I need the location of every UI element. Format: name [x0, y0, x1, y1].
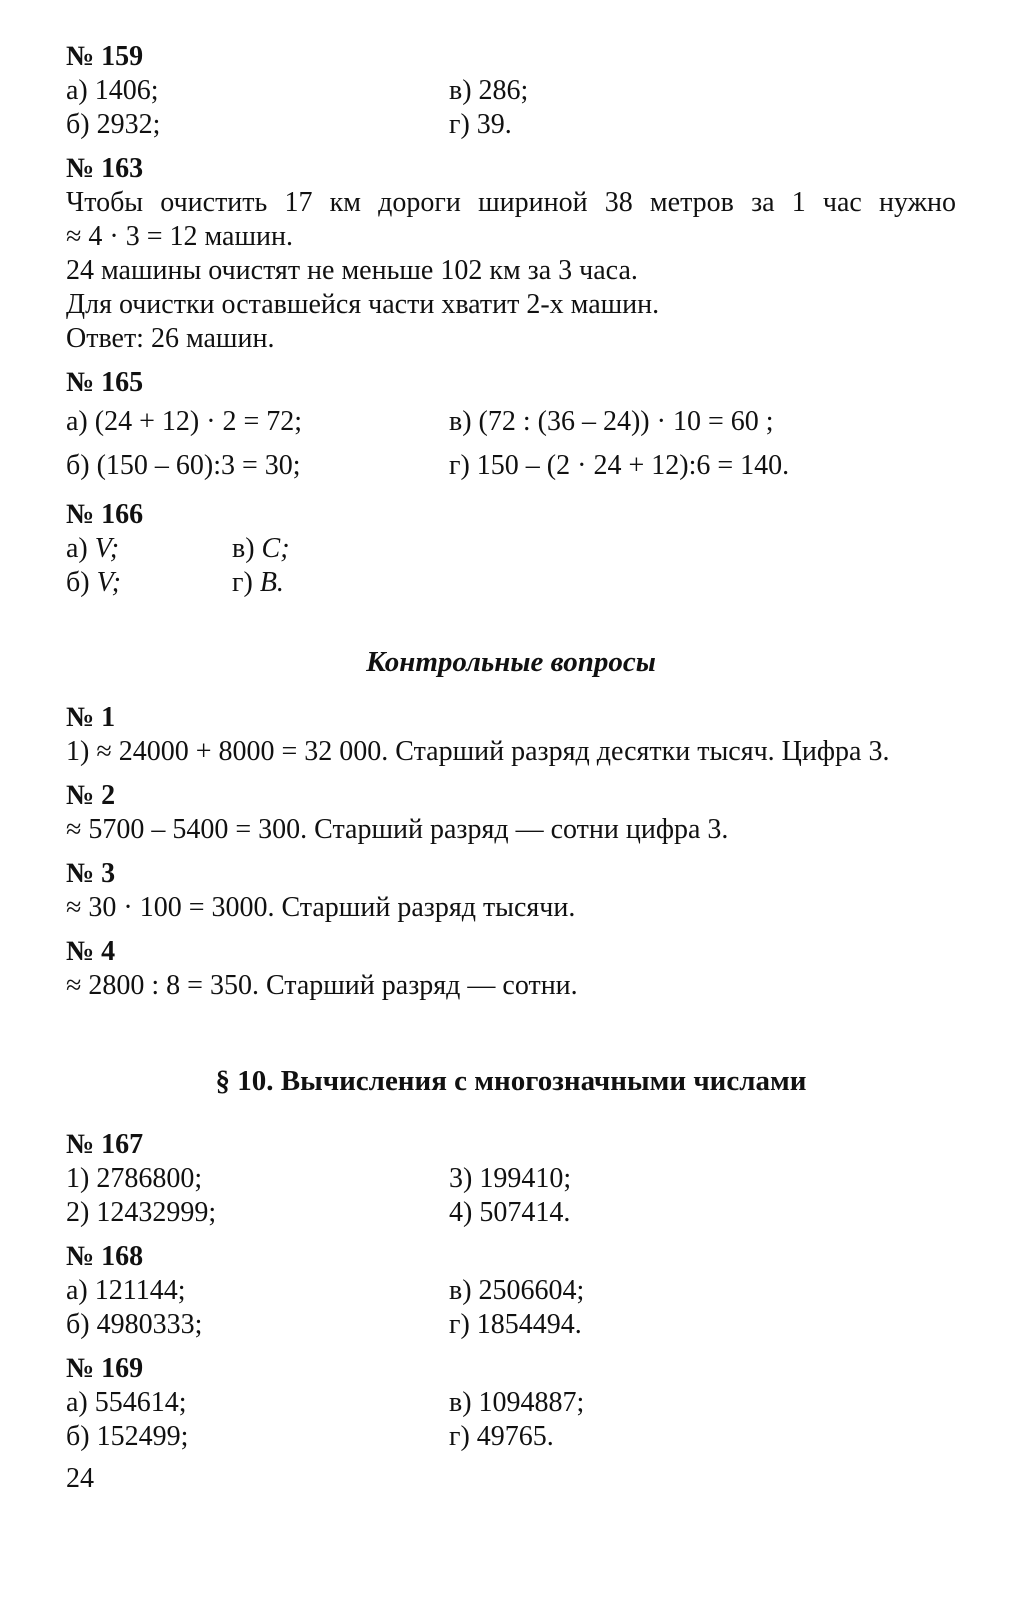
problem-163-line-1: Чтобы очистить 17 км дороги шириной 38 метров за 1 час нужно	[66, 187, 956, 218]
problem-166-row-2	[66, 566, 956, 600]
answer-a	[66, 532, 232, 566]
answer-g: г) 49765.	[449, 1421, 554, 1452]
problem-166-number: № 166	[66, 499, 144, 530]
answer-v: в) 2506604;	[449, 1275, 585, 1306]
problem-159-number: № 159	[66, 41, 144, 72]
problem-163-line-3: 24 машины очистят не меньше 102 км за 3 часа.	[66, 255, 638, 286]
answer-a: а) 121144;	[66, 1275, 186, 1306]
problem-167-row-1	[66, 1162, 956, 1196]
question-2-number: № 2	[66, 780, 116, 811]
answer-b	[66, 566, 232, 600]
answer-label: б)	[66, 567, 90, 598]
question-2-text: ≈ 5700 – 5400 = 300. Старший разряд — сотни цифра 3.	[66, 814, 729, 845]
section-heading: § 10. Вычисления с многозначными числами	[215, 1065, 807, 1097]
answer-a: а) 554614;	[66, 1387, 187, 1418]
page	[66, 40, 956, 1496]
answer-g: г) 150 – (2 · 24 + 12):6 = 140.	[449, 450, 790, 481]
problem-165-number: № 165	[66, 367, 144, 398]
question-4-text: ≈ 2800 : 8 = 350. Старший разряд — сотни.	[66, 970, 578, 1001]
question-1-text: 1) ≈ 24000 + 8000 = 32 000. Старший разряд десятки тысяч. Цифра 3.	[66, 736, 890, 767]
answer-label: а)	[66, 533, 88, 564]
problem-169-row-2	[66, 1420, 956, 1454]
answer-a: а) 1406;	[66, 75, 159, 106]
control-questions-heading: Контрольные вопросы	[366, 646, 656, 678]
problem-159-row-1	[66, 74, 956, 108]
question-3-text: ≈ 30 · 100 = 3000. Старший разряд тысячи.	[66, 892, 576, 923]
problem-163-line-4: Для очистки оставшейся части хватит 2-х машин.	[66, 289, 660, 320]
problem-167-number: № 167	[66, 1129, 144, 1160]
problem-167-row-2	[66, 1196, 956, 1230]
answer-3: 3) 199410;	[449, 1163, 572, 1194]
answer-value: V;	[94, 533, 120, 564]
problem-165-row-1	[66, 400, 956, 444]
answer-b: б) 4980333;	[66, 1309, 203, 1340]
answer-g: г) 39.	[449, 109, 512, 140]
problem-163-number: № 163	[66, 153, 144, 184]
answer-1: 1) 2786800;	[66, 1163, 203, 1194]
problem-159-row-2	[66, 108, 956, 142]
answer-4: 4) 507414.	[449, 1197, 571, 1228]
question-1-number: № 1	[66, 702, 116, 733]
answer-2: 2) 12432999;	[66, 1197, 217, 1228]
problem-163-line-5: Ответ: 26 машин.	[66, 323, 275, 354]
problem-169-number: № 169	[66, 1353, 144, 1384]
question-4-number: № 4	[66, 936, 116, 967]
problem-169-row-1	[66, 1386, 956, 1420]
answer-label: в)	[232, 533, 255, 564]
question-3-number: № 3	[66, 858, 116, 889]
answer-v: в) (72 : (36 – 24)) · 10 = 60 ;	[449, 406, 774, 437]
problem-168-number: № 168	[66, 1241, 144, 1272]
answer-label: г)	[232, 567, 253, 598]
answer-a: а) (24 + 12) · 2 = 72;	[66, 406, 303, 437]
page-number: 24	[66, 1463, 94, 1494]
answer-g	[232, 566, 284, 600]
answer-b: б) (150 – 60):3 = 30;	[66, 450, 301, 481]
answer-b: б) 152499;	[66, 1421, 189, 1452]
answer-value: V;	[96, 567, 121, 598]
answer-value: B.	[259, 567, 284, 598]
problem-168-row-1	[66, 1274, 956, 1308]
answer-v: в) 1094887;	[449, 1387, 585, 1418]
problem-165-row-2	[66, 444, 956, 488]
answer-v: в) 286;	[449, 75, 529, 106]
problem-163-line-2: ≈ 4 · 3 = 12 машин.	[66, 221, 293, 252]
answer-value: C;	[261, 533, 290, 564]
answer-v	[232, 532, 290, 566]
problem-168-row-2	[66, 1308, 956, 1342]
answer-b: б) 2932;	[66, 109, 161, 140]
problem-166-row-1	[66, 532, 956, 566]
answer-g: г) 1854494.	[449, 1309, 582, 1340]
